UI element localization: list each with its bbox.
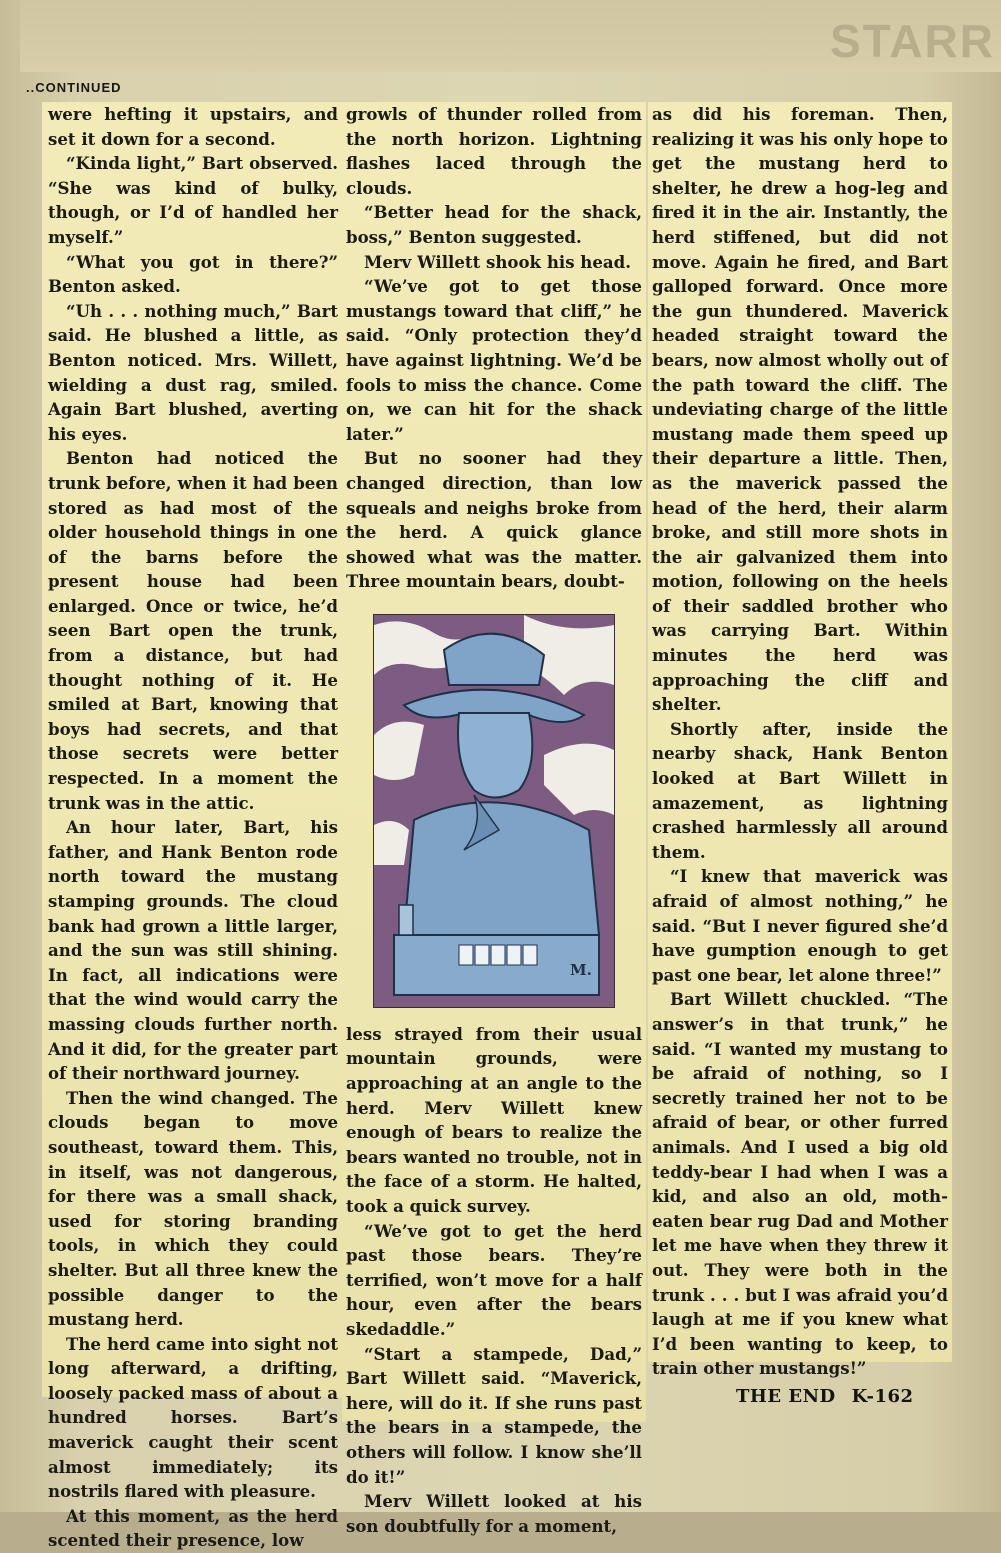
paragraph: growls of thunder rolled from the north horizon. Lightning flashes laced through the clouds. [346, 104, 642, 198]
paragraph: Then the wind changed. The clouds began to move southeast, toward them. This, in itself, was not dangerous, for there was a small shack, used for storing branding tools, in which they could shelter. But all three knew the possible danger to the mustang herd. [48, 1087, 338, 1330]
paragraph: “I knew that maverick was afraid of almost nothing,” he said. “But I never figured she’d have gumption enough to get past one bear, let alone three!” [652, 866, 948, 985]
paragraph: were hefting it upstairs, and set it down for a second. [48, 104, 338, 149]
paragraph: Shortly after, inside the nearby shack, Hank Benton looked at Bart Willett in amazement, as lightning crashed harmlessly all around them. [652, 718, 948, 862]
text-column-2 [342, 102, 646, 1536]
playing-card [507, 945, 521, 965]
cowboy-at-card-table-image [374, 615, 614, 1007]
paragraph: “What you got in there?” Benton asked. [48, 251, 338, 297]
cloud-shape [374, 821, 409, 865]
cowboy-illustration [373, 614, 615, 1008]
playing-card [459, 945, 473, 965]
paragraph: “We’ve got to get those mustangs toward that cliff,” he said. “Only protection they’d have against lightning. We’d be fools to miss the chance. Come on, we can hit for the shack later.” [346, 276, 642, 444]
paragraph: “Kinda light,” Bart observed. “She was kind of bulky, though, or I’d of handled her myself.” [48, 153, 338, 247]
continued-label: ..CONTINUED [26, 80, 122, 95]
paragraph: At this moment, as the herd scented their presence, low [48, 1505, 338, 1551]
paragraph: “We’ve got to get the herd past those bears. They’re terrified, won’t move for a half hour, even after the bears skedaddle.” [346, 1220, 642, 1339]
paragraph: “Start a stampede, Dad,” Bart Willett said. “Maverick, here, will do it. If she runs past the bears in a stampede, the others will follow. I know she’ll do it!” [346, 1343, 642, 1487]
paragraph: An hour later, Bart, his father, and Hank Benton rode north toward the mustang stamping grounds. The cloud bank had grown a little larger, and the sun was still shining. In fact, all indications were that the wind would carry the massing clouds further north. And it did, for the greater part of their northward journey. [48, 817, 338, 1084]
paragraph: The herd came into sight not long afterward, a drifting, loosely packed mass of about a hundred horses. Bart’s maverick caught their scent almost immediately; its nostrils flared with pleasure. [48, 1333, 338, 1502]
ghost-title: STARR [829, 15, 995, 67]
cowboy-shirt [404, 802, 599, 935]
story-code: K-162 [851, 1386, 914, 1407]
cowboy-face [458, 713, 532, 798]
playing-card [491, 945, 505, 965]
paragraph: But no sooner had they changed direction, than low squeals and neighs broke from the herd. A quick glance showed what was the matter. Three mountain bears, doubt- [346, 448, 642, 592]
paragraph: less strayed from their usual mountain grounds, were approaching at an angle to the herd. Merv Willett knew enough of bears to realize the bears wanted no trouble, not in the face of a storm. He halted, took a quick survey. [346, 1023, 642, 1217]
paragraph: Merv Willett looked at his son doubtfully for a moment, [346, 1491, 642, 1536]
paragraph: “Uh . . . nothing much,” Bart said. He blushed a little, as Benton noticed. Mrs. Willett, wielding a dust rag, smiled. Again Bart blushed, averting his eyes. [48, 300, 338, 444]
paragraph: “Better head for the shack, boss,” Benton suggested. [346, 202, 642, 247]
story-end-marker [736, 1386, 914, 1407]
the-end-label: THE END [736, 1386, 836, 1407]
paragraph: Benton had noticed the trunk before, when it had been stored as had most of the older household things in one of the barns before the present house had been enlarged. Once or twice, he’d seen Bart open the trunk, from a distance, but had thought nothing of it. He smiled at Bart, knowing that boys had secrets, and that those secrets were better respected. In a moment the trunk was in the attic. [48, 448, 338, 813]
playing-card [475, 945, 489, 965]
whiskey-glass [399, 905, 413, 935]
bleed-through-header [20, 0, 1001, 72]
artist-signature: M. [570, 960, 592, 979]
paragraph: as did his foreman. Then, realizing it was his only hope to get the mustang herd to shelter, he drew a hog-leg and fired it in the air. Instantly, the herd stiffened, but did not move. Again he fired, and Bart galloped forward. Once more the gun thundered. Maverick headed straight toward the bears, now almost wholly out of the path toward the cliff. The undeviating charge of the little mustang made them speed up their departure a little. Then, as the maverick passed the head of the herd, their alarm broke, and still more shots in the air galvanized them into motion, following on the heels of their saddled brother who was carrying Bart. Within minutes the herd was approaching the cliff and shelter. [652, 104, 948, 715]
paragraph: Merv Willett shook his head. [364, 251, 632, 272]
text-column-1 [42, 102, 344, 1551]
paragraph: Bart Willett chuckled. “The answer’s in that trunk,” he said. “I wanted my mustang to be afraid of nothing, so I secretly trained her not to be afraid of bear, or other furred animals. And I used a big old teddy-bear I had when I was a kid, and also an old, moth-eaten bear rug Dad and Mother let me have when they threw it out. They were both in the trunk . . . but I was afraid you’d laugh at me if you knew what I’d been wanting to keep, to train other mustangs!” [652, 989, 948, 1379]
text-column-3 [648, 102, 952, 1379]
playing-card [523, 945, 537, 965]
